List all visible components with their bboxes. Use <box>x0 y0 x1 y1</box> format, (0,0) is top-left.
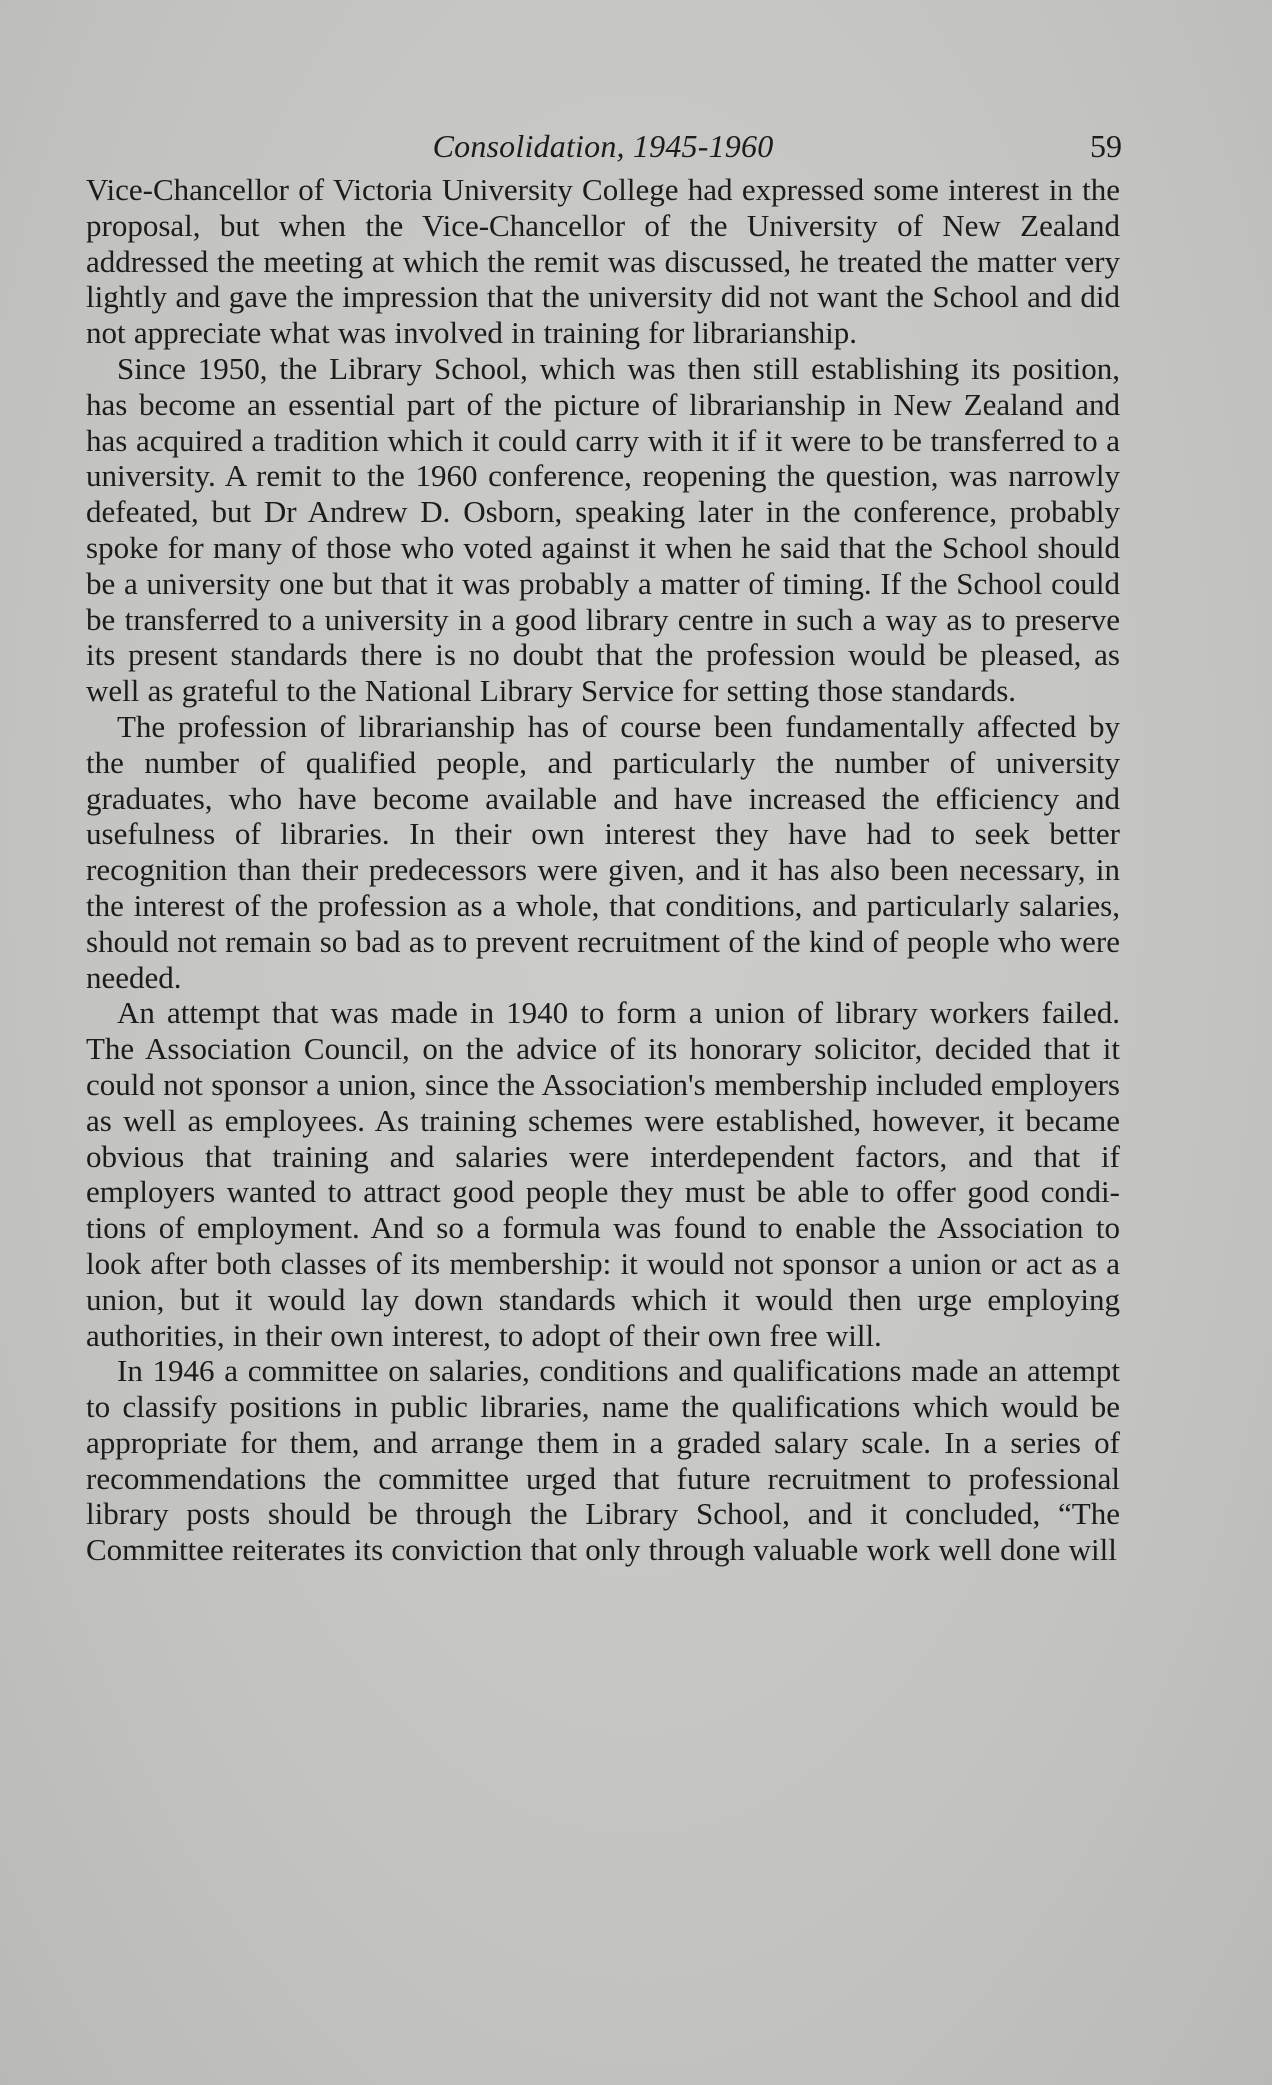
paragraph-continuation: Vice-Chancellor of Victoria University College had expressed some interest in the proposal, but when the Vice-Chancellor of the University of New Zealand addressed the meeting at which the remit was discussed, he treated the matter very lightly and gave the impression that the university did not want the School and did not appreciate what was involved in training for librarianship. <box>86 172 1120 351</box>
book-page <box>86 122 1120 1568</box>
running-title: Consolidation, 1945-1960 <box>432 128 774 164</box>
body-text <box>86 172 1120 1568</box>
page-number: 59 <box>1090 128 1122 164</box>
paragraph-union-attempt: An attempt that was made in 1940 to form a union of library workers failed. The Association Council, on the advice of its honorary solicitor, decided that it could not sponsor a union, since the Association's membership included employers as well as employees. As training schemes were established, however, it became obvious that training and salaries were interdependent factors, and that if employers wanted to attract good people they must be able to offer good conditions of employment. And so a formula was found to enable the Association to look after both classes of its membership: it would not sponsor a union or act as a union, but it would lay down standards which it would then urge employing authorities, in their own interest, to adopt of their own free will. <box>86 995 1120 1353</box>
paragraph-profession: The profession of librarianship has of course been fundamentally affected by the number of qualified people, and particularly the number of university graduates, who have become available and have increased the efficiency and usefulness of libraries. In their own interest they have had to seek better recognition than their predecessors were given, and it has also been necessary, in the interest of the profession as a whole, that conditions, and particularly salaries, should not remain so bad as to prevent recruitment of the kind of people who were needed. <box>86 708 1120 995</box>
running-head <box>86 122 1120 170</box>
paragraph-salaries-committee: In 1946 a committee on salaries, conditions and qualifications made an attempt to classify positions in public libraries, name the qualifications which would be appropriate for them, and arrange them in a graded salary scale. In a series of recommendations the committee urged that future recruitment to professional library posts should be through the Library School, and it concluded, “The Committee reiterates its conviction that only through valuable work well done will <box>86 1353 1120 1568</box>
paragraph-library-school: Since 1950, the Library School, which was then still establishing its position, has become an essential part of the picture of librarianship in New Zealand and has acquired a tradition which it could carry with it if it were to be transferred to a university. A remit to the 1960 conference, reopening the question, was narrowly defeated, but Dr Andrew D. Osborn, speaking later in the conference, probably spoke for many of those who voted against it when he said that the School should be a university one but that it was probably a matter of timing. If the School could be transferred to a university in a good library centre in such a way as to preserve its present standards there is no doubt that the profession would be pleased, as well as grateful to the National Library Service for setting those standards. <box>86 350 1120 709</box>
